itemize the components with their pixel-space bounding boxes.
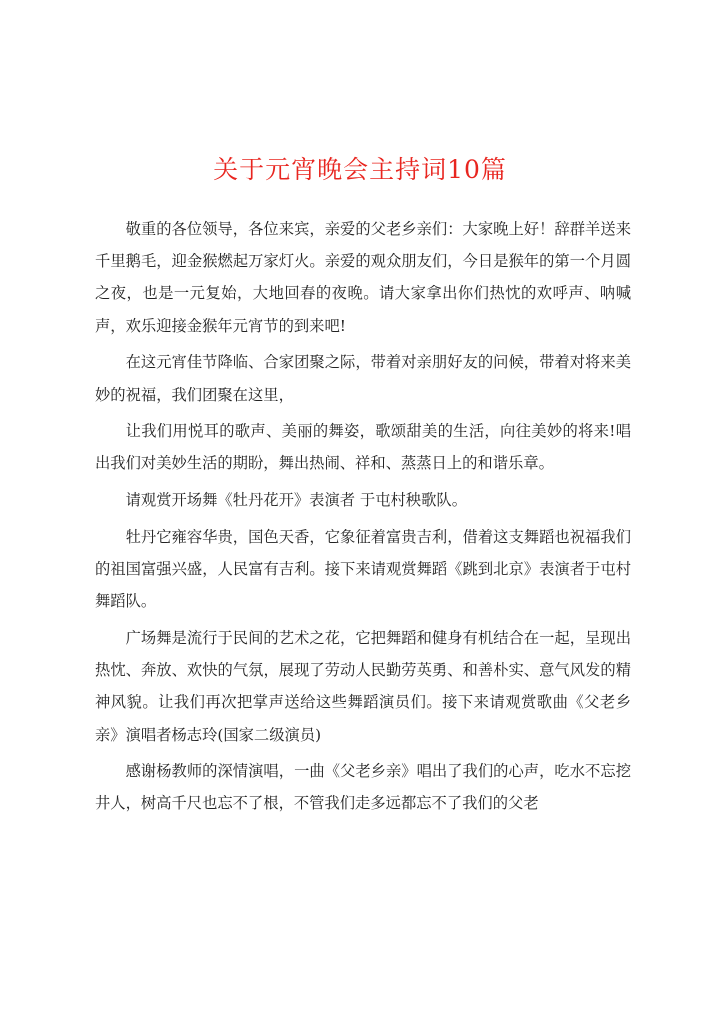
paragraph-opening-dance: 请观赏开场舞《牡丹花开》表演者 于屯村秧歌队。 xyxy=(125,491,467,510)
paragraph-peony: 牡丹它雍容华贵，国色天香，它象征着富贵吉利，借着这支舞蹈也祝福我们的祖国富强兴盛，人民富有吉利。接下来请观赏舞蹈《跳到北京》表演者于屯村舞蹈队。 xyxy=(95,527,631,611)
document-title: 关于元宵晚会主持词10篇 xyxy=(213,155,507,184)
paragraph-reunion: 在这元宵佳节降临、合家团聚之际，带着对亲朋好友的问候，带着对将来美妙的祝福，我们团聚在这里， xyxy=(95,353,631,404)
paragraph-thanks: 感谢杨教师的深情演唱，一曲《父老乡亲》唱出了我们的心声，吃水不忘挖井人，树高千尺也忘不了根，不管我们走多远都忘不了我们的父老 xyxy=(95,762,631,813)
paragraph-greeting: 敬重的各位领导，各位来宾，亲爱的父老乡亲们：大家晚上好！辞群羊送来千里鹅毛，迎金猴燃起万家灯火。亲爱的观众朋友们，今日是猴年的第一个月圆之夜，也是一元复始，大地回春的夜晚。请大家拿出你们热忱的欢呼声、呐喊声，欢乐迎接金猴年元宵节的到来吧! xyxy=(95,220,631,335)
paragraph-song-dance: 让我们用悦耳的歌声、美丽的舞姿，歌颂甜美的生活，向往美妙的将来!唱出我们对美妙生活的期盼，舞出热闹、祥和、蒸蒸日上的和谐乐章。 xyxy=(95,422,631,473)
paragraph-square-dance: 广场舞是流行于民间的艺术之花，它把舞蹈和健身有机结合在一起，呈现出热忱、奔放、欢快的气氛，展现了劳动人民勤劳英勇、和善朴实、意气风发的精神风貌。让我们再次把掌声送给这些舞蹈演员们。接下来请观赏歌曲《父老乡亲》演唱者杨志玲(国家二级演员) xyxy=(95,628,631,744)
document-body xyxy=(95,213,631,824)
